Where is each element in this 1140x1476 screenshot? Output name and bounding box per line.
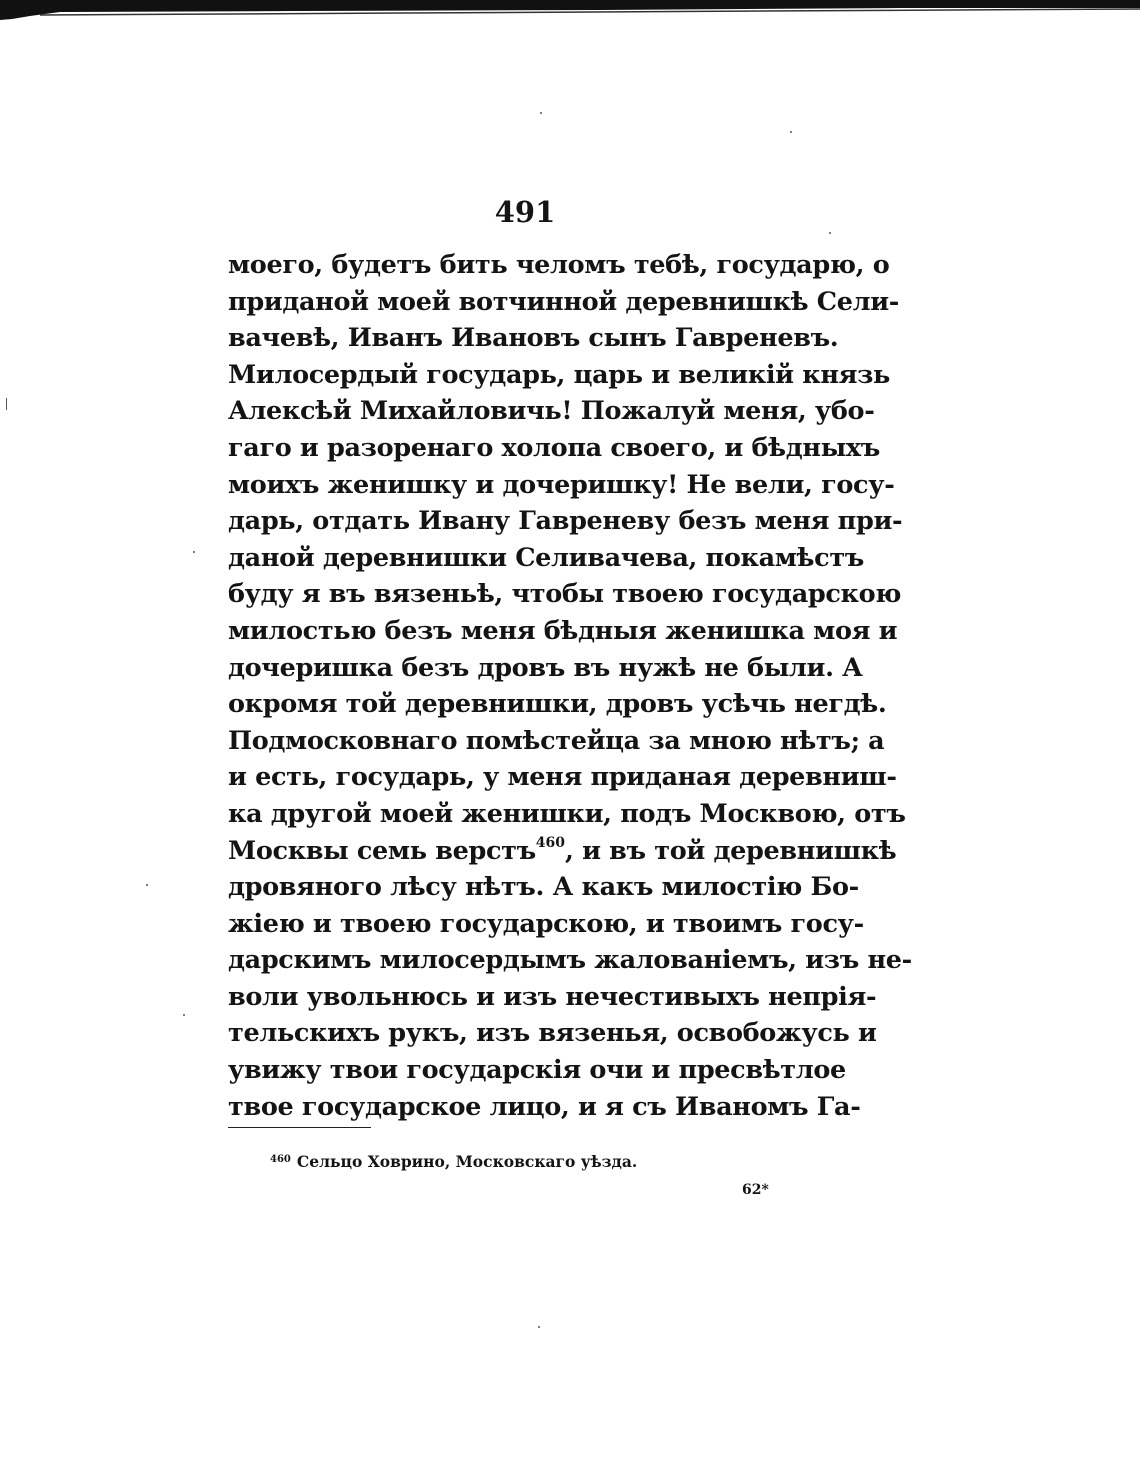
scan-speck [790,131,792,133]
scan-speck [6,398,7,410]
footnote-number: 460 [270,1154,291,1165]
footnote-reference: 460 [535,834,566,851]
scan-speck [183,1014,185,1016]
text-line: Алексѣй Михайловичь! Пожалуй меня, убо- [228,396,875,427]
text-line-with-footnote-ref [228,833,897,870]
text-line: дарскимъ милосердымъ жалованіемъ, изъ не- [228,945,912,976]
text-line: дровяного лѣсу нѣтъ. А какъ милостію Бо- [228,872,859,903]
text-line: увижу твои государскія очи и пресвѣтлое [228,1055,846,1086]
text-line: твое государское лицо, и я съ Иваномъ Га- [228,1091,861,1122]
text-line: окромя той деревнишки, дровъ усѣчь негдѣ. [228,689,887,720]
text-line: буду я въ вязеньѣ, чтобы твоею государскою [228,579,902,610]
page-number: 491 [494,195,556,229]
scan-speck [829,232,831,234]
text-line: милостью безъ меня бѣдныя женишка моя и [228,615,898,646]
text-line: дарь, отдать Ивану Гавреневу безъ меня при- [228,506,903,537]
scan-speck [146,884,148,886]
line-text-after-ref: , и въ той деревнишкѣ [565,835,897,866]
text-line: вачевѣ, Иванъ Ивановъ сынъ Гавреневъ. [228,323,839,354]
text-line: моихъ женишку и дочеришку! Не вели, госу- [228,469,895,500]
text-line: и есть, государь, у меня приданая деревниш- [228,762,897,793]
text-line: дочеришка безъ дровъ въ нужѣ не были. А [228,652,863,683]
footnote-separator [228,1127,371,1128]
text-line: гаго и разоренаго холопа своего, и бѣдныхъ [228,432,880,463]
text-line: жіею и твоею государскою, и твоимъ госу- [228,908,864,939]
text-line: приданой моей вотчинной деревнишкѣ Сели- [228,286,899,317]
scan-speck [540,112,542,114]
footnote [270,1152,637,1172]
scan-speck [538,1326,540,1328]
text-line: воли увольнюсь и изъ нечестивыхъ непрія- [228,981,877,1012]
text-line: тельскихъ рукъ, изъ вязенья, освобожусь и [228,1018,877,1049]
text-line: Подмосковнаго помѣстейца за мною нѣтъ; а [228,725,885,756]
text-line: даной деревнишки Селивачева, покамѣстъ [228,542,864,573]
scan-edge [0,0,1140,24]
line-text-before-ref: Москвы семь верстъ [228,835,536,866]
body-text [228,247,912,1125]
scan-speck [193,551,195,553]
text-line: моего, будетъ бить челомъ тебѣ, государю, о [228,250,890,280]
printer-signature-mark: 62* [742,1182,769,1198]
footnote-text: Сельцо Ховрино, Московскаго уѣзда. [296,1152,638,1171]
text-line: ка другой моей женишки, подъ Москвою, отъ [228,798,906,829]
text-line: Милосердый государь, царь и великій князь [228,359,890,390]
